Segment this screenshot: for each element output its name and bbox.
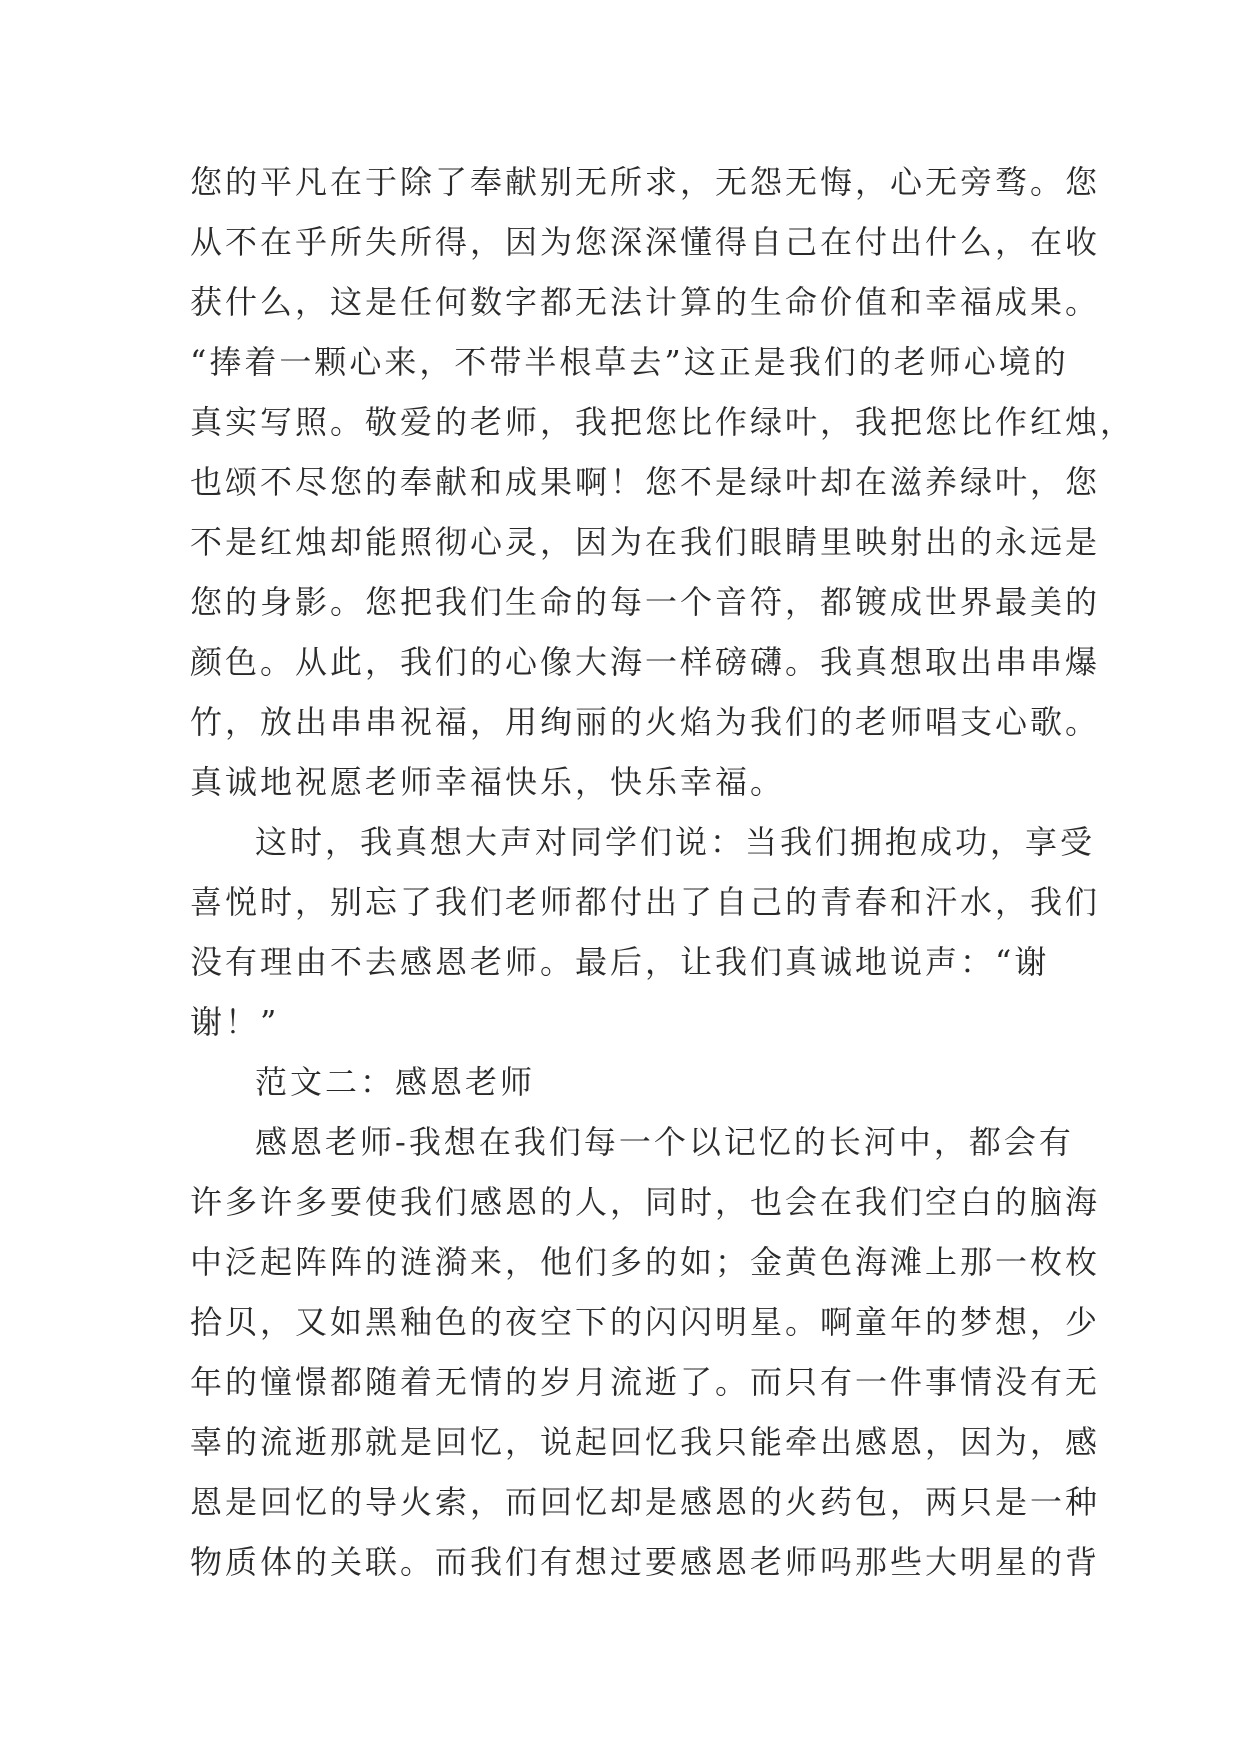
text-line: 从不在乎所失所得，因为您深深懂得自己在付出什么，在收 (190, 223, 1101, 261)
text-line: 恩是回忆的导火索，而回忆却是感恩的火药包，两只是一种 (190, 1483, 1101, 1521)
text-line: “捧着一颗心来，不带半根草去”这正是我们的老师心境的 (190, 343, 1069, 381)
text-line: 不是红烛却能照彻心灵，因为在我们眼睛里映射出的永远是 (190, 523, 1101, 561)
paragraph-start-line: 这时，我真想大声对同学们说：当我们拥抱成功，享受 (255, 823, 1096, 861)
text-line: 许多许多要使我们感恩的人，同时，也会在我们空白的脑海 (190, 1183, 1101, 1221)
text-line: 谢！” (190, 1003, 280, 1041)
text-line: 竹，放出串串祝福，用绚丽的火焰为我们的老师唱支心歌。 (190, 703, 1101, 741)
text-line: 您的身影。您把我们生命的每一个音符，都镀成世界最美的 (190, 583, 1101, 621)
text-line: 获什么，这是任何数字都无法计算的生命价值和幸福成果。 (190, 283, 1101, 321)
text-line: 年的憧憬都随着无情的岁月流逝了。而只有一件事情没有无 (190, 1363, 1101, 1401)
text-line: 真实写照。敬爱的老师，我把您比作绿叶，我把您比作红烛， (190, 403, 1136, 441)
section-heading: 范文二：感恩老师 (255, 1063, 536, 1101)
text-line: 没有理由不去感恩老师。最后，让我们真诚地说声：“谢 (190, 943, 1050, 981)
text-line: 拾贝，又如黑釉色的夜空下的闪闪明星。啊童年的梦想，少 (190, 1303, 1101, 1341)
text-line: 颜色。从此，我们的心像大海一样磅礴。我真想取出串串爆 (190, 643, 1101, 681)
text-line: 喜悦时，别忘了我们老师都付出了自己的青春和汗水，我们 (190, 883, 1101, 921)
text-line: 物质体的关联。而我们有想过要感恩老师吗那些大明星的背 (190, 1543, 1101, 1581)
text-line: 辜的流逝那就是回忆，说起回忆我只能牵出感恩，因为，感 (190, 1423, 1101, 1461)
paragraph-start-line: 感恩老师-我想在我们每一个以记忆的长河中，都会有 (255, 1123, 1074, 1161)
text-line: 中泛起阵阵的涟漪来，他们多的如；金黄色海滩上那一枚枚 (190, 1243, 1101, 1281)
text-line: 也颂不尽您的奉献和成果啊！您不是绿叶却在滋养绿叶，您 (190, 463, 1101, 501)
text-line: 您的平凡在于除了奉献别无所求，无怨无悔，心无旁骛。您 (190, 163, 1101, 201)
text-line: 真诚地祝愿老师幸福快乐，快乐幸福。 (190, 763, 786, 801)
